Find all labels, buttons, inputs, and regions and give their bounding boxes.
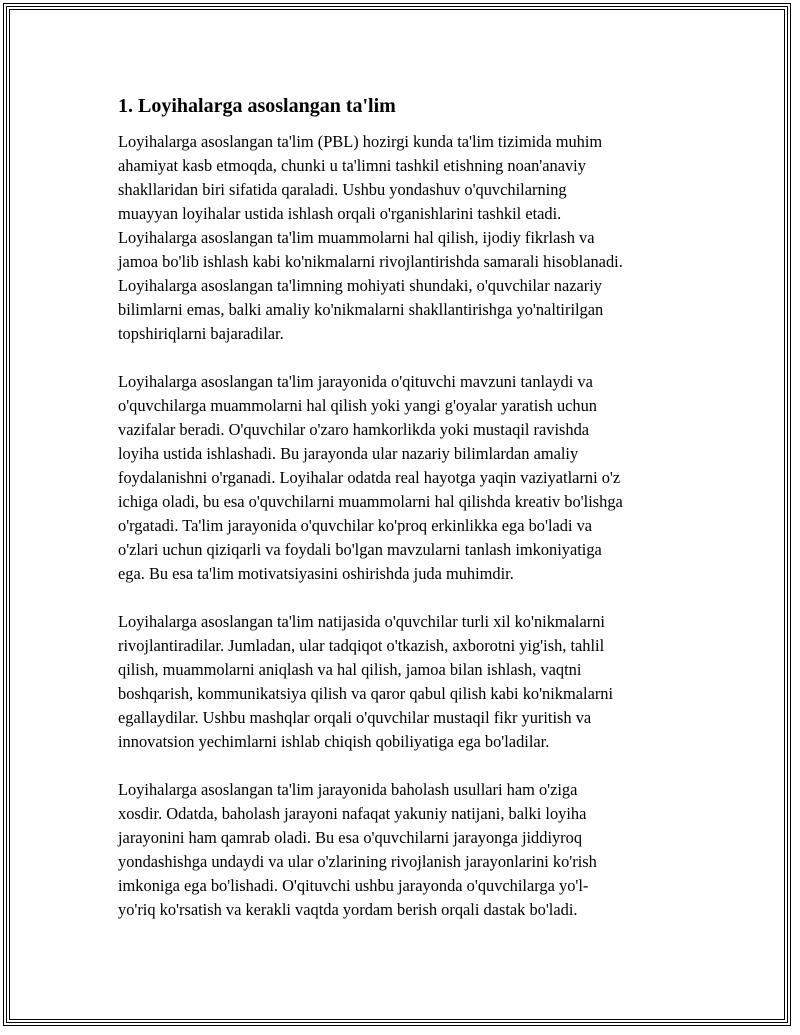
text-line: ahamiyat kasb etmoqda, chunki u ta'limni tashkil etishning noan'anaviy [118,156,586,175]
paragraph-4 [118,778,690,922]
text-line: xosdir. Odatda, baholash jarayoni nafaqat yakuniy natijani, balki loyiha [118,804,587,823]
text-line: yondashishga undaydi va ular o'zlarining rivojlanish jarayonlarini ko'rish [118,852,597,871]
text-line: o'zlari uchun qiziqarli va foydali bo'lgan mavzularni tanlash imkoniyatiga [118,540,602,559]
text-line: Loyihalarga asoslangan ta'lim muammolarni hal qilish, ijodiy fikrlash va [118,228,595,247]
text-line: jamoa bo'lib ishlash kabi ko'nikmalarni rivojlantirishda samarali hisoblanadi. [118,252,623,271]
document-body [118,92,690,946]
text-line: Loyihalarga asoslangan ta'lim (PBL) hozirgi kunda ta'lim tizimida muhim [118,132,603,151]
text-line: rivojlantiradilar. Jumladan, ular tadqiqot o'tkazish, axborotni yig'ish, tahlil [118,636,605,655]
text-line: loyiha ustida ishlashadi. Bu jarayonda ular nazariy bilimlardan amaliy [118,444,579,463]
section-title: 1. Loyihalarga asoslangan ta'lim [118,95,396,117]
paragraph-1 [118,130,690,346]
text-line: Loyihalarga asoslangan ta'lim jarayonida baholash usullari ham o'ziga [118,780,578,799]
text-line: yo'riq ko'rsatish va kerakli vaqtda yordam berish orqali dastak bo'ladi. [118,900,578,919]
paragraph-2 [118,370,690,586]
text-line: egallaydilar. Ushbu mashqlar orqali o'quvchilar mustaqil fikr yuritish va [118,708,592,727]
text-line: qilish, muammolarni aniqlash va hal qilish, jamoa bilan ishlash, vaqtni [118,660,582,679]
text-line: jarayonini ham qamrab oladi. Bu esa o'quvchilarni jarayonga jiddiyroq [118,828,583,847]
text-line: muayyan loyihalar ustida ishlash orqali o'rganishlarini tashkil etadi. [118,204,562,223]
text-line: foydalanishni o'rganadi. Loyihalar odatda real hayotga yaqin vaziyatlarni o'z [118,468,621,487]
text-line: innovatsion yechimlarni ishlab chiqish qobiliyatiga ega bo'ladilar. [118,732,550,751]
text-line: bilimlarni emas, balki amaliy ko'nikmalarni shakllantirishga yo'naltirilgan [118,300,604,319]
text-line: Loyihalarga asoslangan ta'limning mohiyati shundaki, o'quvchilar nazariy [118,276,602,295]
text-line: Loyihalarga asoslangan ta'lim jarayonida o'qituvchi mavzuni tanlaydi va [118,372,593,391]
text-line: boshqarish, kommunikatsiya qilish va qaror qabul qilish kabi ko'nikmalarni [118,684,614,703]
text-line: vazifalar beradi. O'quvchilar o'zaro hamkorlikda yoki mustaqil ravishda [118,420,590,439]
paragraph-3 [118,610,690,754]
text-line: shakllaridan biri sifatida qaraladi. Ushbu yondashuv o'quvchilarning [118,180,567,199]
text-line: topshiriqlarni bajaradilar. [118,324,284,343]
text-line: o'quvchilarga muammolarni hal qilish yoki yangi g'oyalar yaratish uchun [118,396,598,415]
text-line: ega. Bu esa ta'lim motivatsiyasini oshirishda juda muhimdir. [118,564,514,583]
text-line: Loyihalarga asoslangan ta'lim natijasida o'quvchilar turli xil ko'nikmalarni [118,612,605,631]
text-line: o'rgatadi. Ta'lim jarayonida o'quvchilar ko'proq erkinlikka ega bo'ladi va [118,516,593,535]
text-line: imkoniga ega bo'lishadi. O'qituvchi ushbu jarayonda o'quvchilarga yo'l- [118,876,589,895]
text-line: ichiga oladi, bu esa o'quvchilarni muammolarni hal qilishda kreativ bo'lishga [118,492,623,511]
